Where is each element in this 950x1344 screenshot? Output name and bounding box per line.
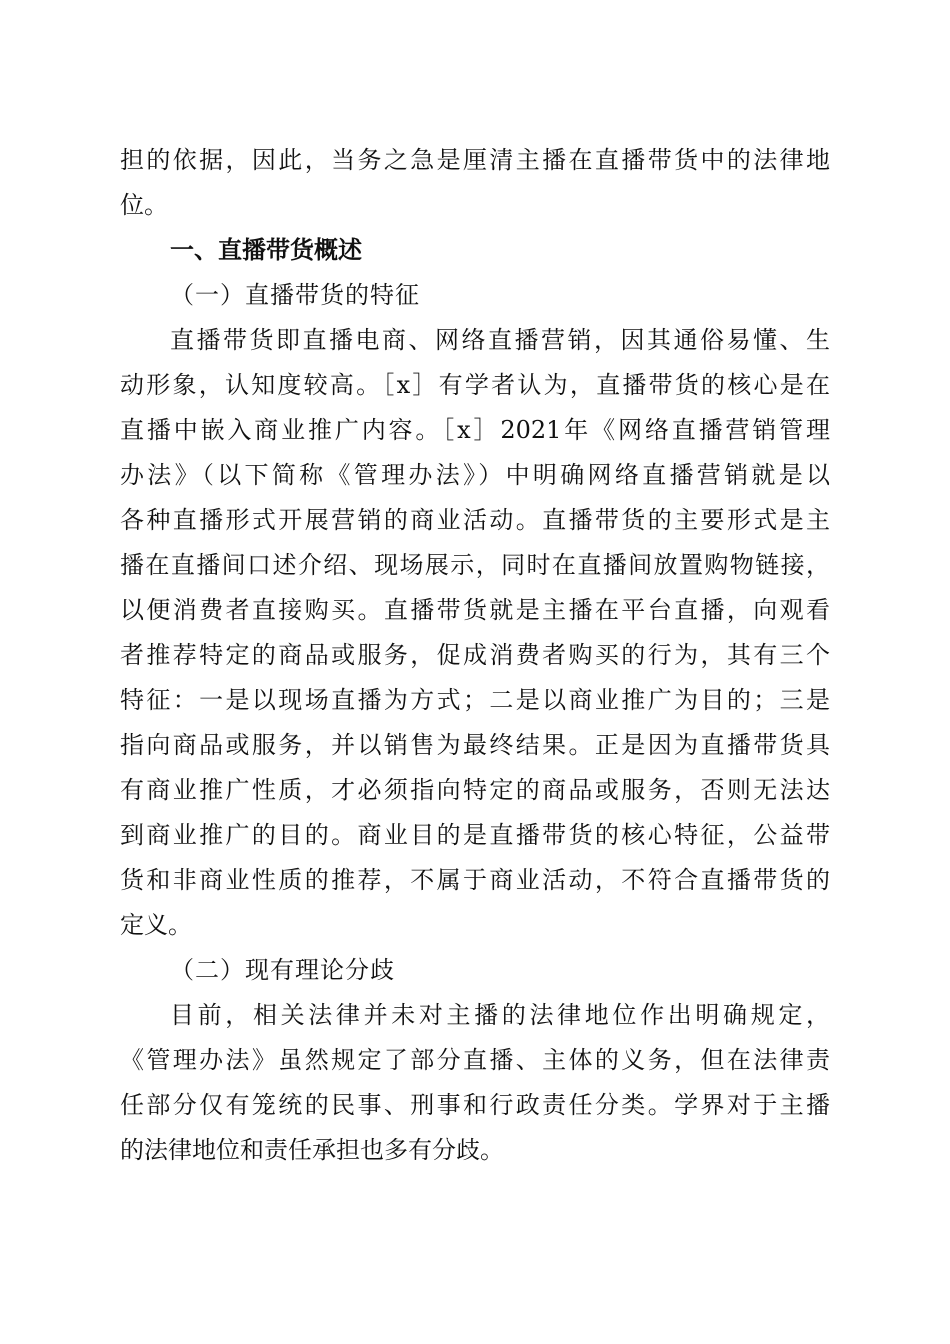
paragraph-line: 任部分仅有笼统的民事、刑事和行政责任分类。学界对于主播 [120,1091,830,1119]
intro-line: 担的依据，因此，当务之急是厘清主播在直播带货中的法律地 [120,146,830,174]
paragraph-line: 有商业推广性质，才必须指向特定的商品或服务，否则无法达 [120,776,830,804]
paragraph-line: 到商业推广的目的。商业目的是直播带货的核心特征，公益带 [120,821,830,849]
paragraph-line: 各种直播形式开展营销的商业活动。直播带货的主要形式是主 [120,506,830,534]
subsection-heading: （二）现有理论分歧 [170,956,395,984]
paragraph-line: 特征：一是以现场直播为方式；二是以商业推广为目的；三是 [120,686,830,714]
paragraph-line: 动形象，认知度较高。［x］有学者认为，直播带货的核心是在 [120,371,830,399]
paragraph-line: 目前，相关法律并未对主播的法律地位作出明确规定， [170,1001,830,1029]
paragraph-line: 以便消费者直接购买。直播带货就是主播在平台直播，向观看 [120,596,830,624]
paragraph-line: 者推荐特定的商品或服务，促成消费者购买的行为，其有三个 [120,641,830,669]
paragraph-line: 指向商品或服务，并以销售为最终结果。正是因为直播带货具 [120,731,830,759]
intro-line: 位。 [120,191,168,219]
paragraph-line: 播在直播间口述介绍、现场展示，同时在直播间放置购物链接， [120,551,830,579]
document-body [120,138,830,1173]
paragraph-line: 《管理办法》虽然规定了部分直播、主体的义务，但在法律责 [120,1046,830,1074]
paragraph-line: 货和非商业性质的推荐，不属于商业活动，不符合直播带货的 [120,866,830,894]
paragraph-line: 办法》（以下简称《管理办法》）中明确网络直播营销就是以 [120,461,830,489]
paragraph-line: 的法律地位和责任承担也多有分歧。 [120,1136,504,1164]
subsection-heading: （一）直播带货的特征 [170,281,420,309]
paragraph-line: 定义。 [120,911,192,939]
section-heading: 一、直播带货概述 [170,236,362,264]
paragraph-line: 直播带货即直播电商、网络直播营销，因其通俗易懂、生 [170,326,830,354]
paragraph-line: 直播中嵌入商业推广内容。［x］2021年《网络直播营销管理 [120,416,830,444]
